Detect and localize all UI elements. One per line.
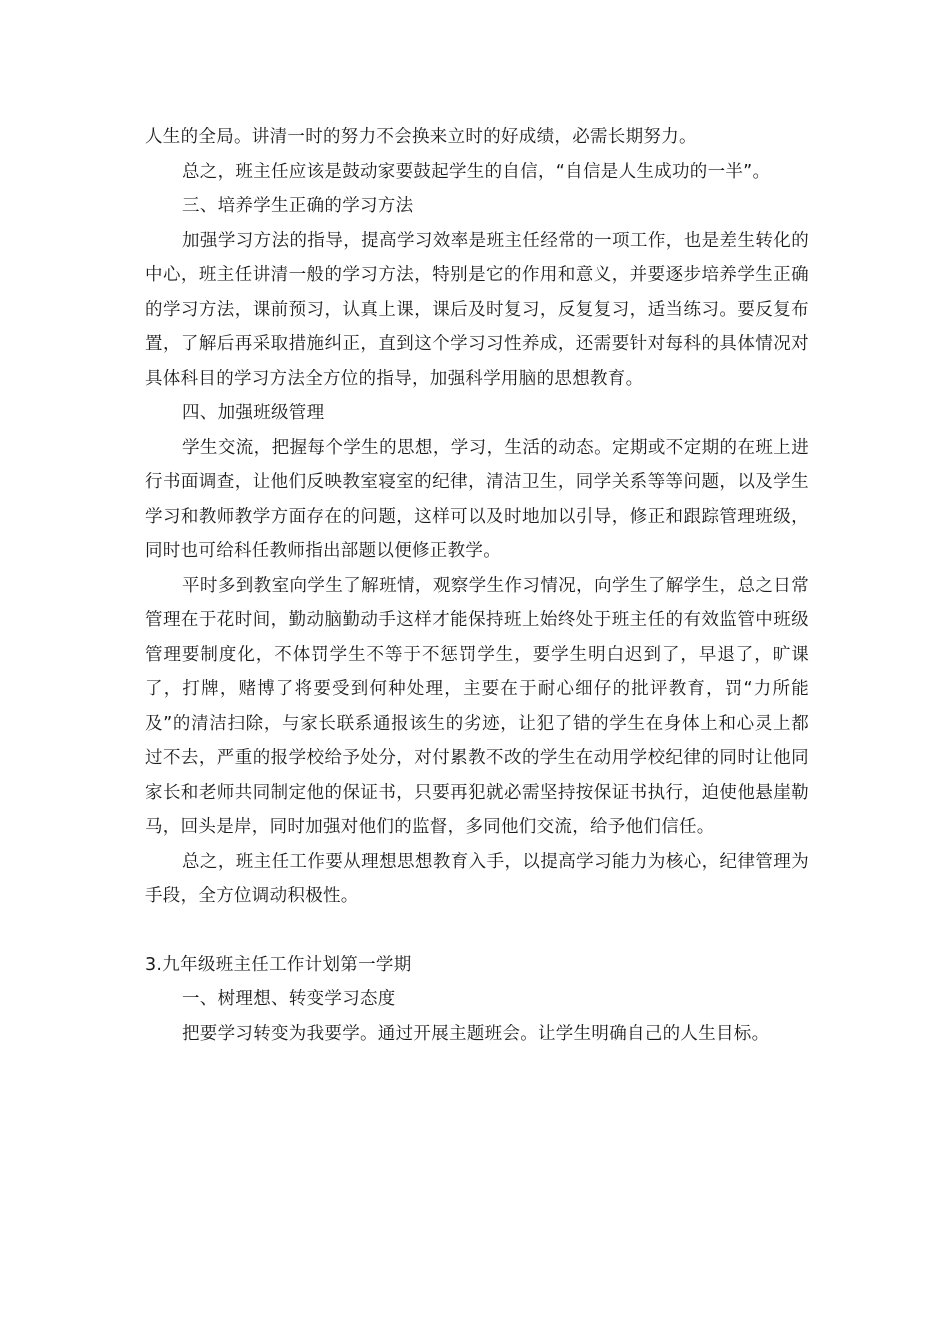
paragraph: 把要学习转变为我要学。通过开展主题班会。让学生明确自己的人生目标。: [182, 1023, 770, 1044]
subheading: 一、树理想、转变学习态度: [182, 989, 396, 1009]
paragraph: 人生的全局。讲清一时的努力不会换来立时的好成绩，必需长期努力。: [145, 127, 697, 147]
paragraph: 加强学习方法的指导，提高学习效率是班主任经常的一项工作，也是差生转化的中心，班主任讲清一般的学习方法，特别是它的作用和意义，并要逐步培养学生正确的学习方法，课前预习，认真上课，课后及时复习，反复复习，适当练习。要反复布置，了解后再采取措施纠正，直到这个学习习性养成，还需要针对每科的具体情况对具体科目的学习方法全方位的指导，加强科学用脑的思想教育。: [145, 230, 809, 389]
paragraph: 总之，班主任工作要从理想思想教育入手，以提高学习能力为核心，纪律管理为手段，全方位调动积极性。: [145, 851, 809, 906]
paragraph: 学生交流，把握每个学生的思想，学习，生活的动态。定期或不定期的在班上进行书面调查，让他们反映教室寝室的纪律，清洁卫生，同学关系等等问题，以及学生学习和教师教学方面存在的问题，这样可以及时地加以引导，修正和跟踪管理班级，同时也可给科任教师指出部题以便修正教学。: [145, 437, 809, 561]
document-body: [145, 120, 809, 1051]
paragraph: 平时多到教室向学生了解班情，观察学生作习情况，向学生了解学生，总之日常管理在于花时间，勤动脑勤动手这样才能保持班上始终处于班主任的有效监管中班级管理要制度化，不体罚学生不等于不惩罚学生，要学生明白迟到了，早退了，旷课了，打牌，赌博了将要受到何种处理，主要在于耐心细仔的批评教育，罚“力所能及”的清洁扫除，与家长联系通报该生的劣迹，让犯了错的学生在身体上和心灵上都过不去，严重的报学校给予处分，对付累教不改的学生在动用学校纪律的同时让他同家长和老师共同制定他的保证书，只要再犯就必需坚持按保证书执行，迫使他悬崖勒马，回头是岸，同时加强对他们的监督，多同他们交流，给予他们信任。: [145, 575, 809, 837]
section-heading: 3.九年级班主任工作计划第一学期: [145, 954, 412, 975]
blank-line: [145, 914, 809, 948]
subheading: 三、培养学生正确的学习方法: [182, 196, 414, 216]
subheading: 四、加强班级管理: [182, 403, 325, 423]
paragraph: 总之，班主任应该是鼓动家要鼓起学生的自信，“自信是人生成功的一半”。: [182, 161, 771, 182]
